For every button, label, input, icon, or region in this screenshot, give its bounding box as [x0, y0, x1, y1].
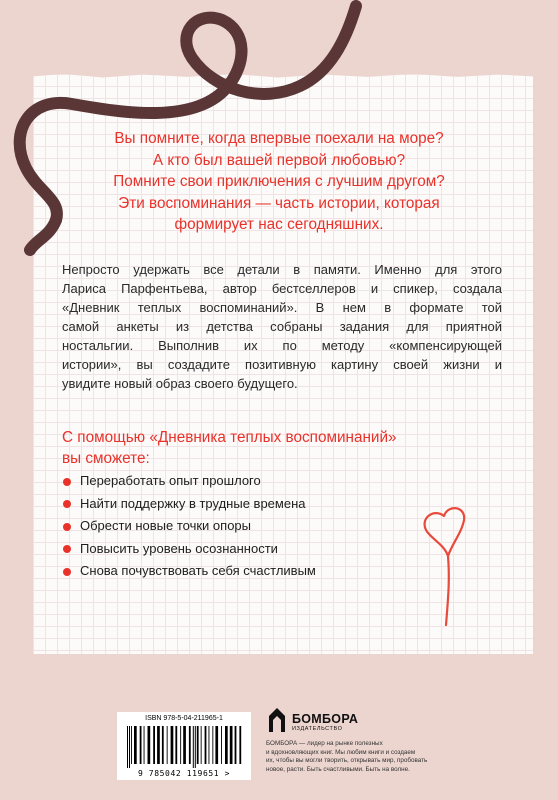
barcode-bar: [157, 726, 160, 764]
barcode-bar: [144, 726, 145, 764]
list-item-text: Снова почувствовать себя счастливым: [80, 563, 316, 578]
list-item: [62, 515, 502, 538]
barcode-bar: [197, 726, 199, 764]
barcode-bar: [134, 726, 137, 764]
barcode-bar: [140, 726, 142, 764]
list-item-text: Повысить уровень осознанности: [80, 540, 278, 556]
publisher-name: БОМБОРА: [292, 712, 359, 726]
barcode-bar: [235, 726, 237, 764]
paragraph-line: Лариса Парфентьева, автор бестселлеров и спикер, создала: [62, 281, 502, 296]
list-item: [62, 560, 502, 583]
barcode-digits: 9 785042 119651 >: [137, 769, 231, 778]
benefits-heading: [62, 427, 482, 469]
barcode-bar: [131, 726, 132, 764]
isbn-label: ISBN 978-5-04-211965-1: [145, 715, 223, 722]
publisher-logo: [266, 706, 446, 734]
publisher-line: БОМБОРА — лидер на рынке полезных: [266, 740, 383, 747]
barcode-bar: [183, 726, 186, 764]
paragraph-line: самой анкеты из детства собраны задания для приятной: [62, 319, 502, 334]
bullet-dot-icon: [63, 478, 71, 486]
barcode-bar: [162, 726, 164, 764]
barcode-bar: [239, 726, 241, 764]
barcode-bar: [225, 726, 228, 764]
barcode-bar: [129, 726, 130, 768]
barcode-bar: [212, 726, 213, 764]
bullet-dot-icon: [63, 500, 71, 508]
barcode-bar: [215, 726, 218, 764]
list-item: [62, 493, 502, 516]
heading-line: вы сможете:: [62, 450, 150, 467]
bullet-dot-icon: [63, 523, 71, 531]
bombora-logo-icon: [266, 706, 288, 734]
intro-line: Помните свои приключения с лучшим другом?: [113, 173, 445, 190]
barcode-panel: [117, 712, 251, 780]
intro-line: Эти воспоминания — часть истории, которая: [118, 194, 440, 212]
barcode-bar: [205, 726, 207, 764]
barcode-bar: [148, 726, 151, 764]
paragraph-line: увидите новый образ своего будущего.: [62, 376, 298, 391]
publisher-subtitle: ИЗДАТЕЛЬСТВО: [292, 726, 343, 732]
publisher-line: и вдохновляющих книг. Мы любим книги и создаем: [266, 748, 416, 756]
barcode-bar: [127, 726, 128, 768]
publisher-line: новое, расти. Быть счастливыми. Быть на волне.: [266, 765, 410, 773]
barcode-bar: [230, 726, 233, 764]
barcode-bar: [209, 726, 210, 764]
heading-line: С помощью «Дневника теплых воспоминаний»: [62, 429, 397, 446]
barcode-bar: [171, 726, 174, 764]
barcode: [125, 726, 243, 768]
list-item: [62, 538, 502, 561]
intro-questions: [0, 128, 558, 236]
bullet-dot-icon: [63, 568, 71, 576]
list-item-text: Обрести новые точки опоры: [80, 518, 252, 533]
publisher-description: [266, 740, 441, 774]
intro-line: Вы помните, когда впервые поехали на море?: [114, 130, 444, 147]
barcode-bar: [193, 726, 194, 768]
barcode-bar: [189, 726, 191, 764]
list-item-text: Найти поддержку в трудные времена: [80, 495, 306, 511]
intro-line: А кто был вашей первой любовью?: [152, 151, 406, 169]
publisher-line: их, чтобы вы могли творить, открывать мир, пробовать: [266, 757, 428, 765]
barcode-bar: [195, 726, 196, 768]
description-paragraph: [62, 260, 502, 393]
barcode-bar: [221, 726, 222, 764]
barcode-bar: [175, 726, 177, 764]
list-item-text: Переработать опыт прошлого: [80, 473, 261, 488]
paragraph-line: истории», вы создадите позитивную картину своей жизни и: [62, 357, 502, 372]
list-item: [62, 470, 502, 493]
barcode-bar: [201, 726, 202, 764]
intro-line: формирует нас сегодняшних.: [174, 216, 384, 233]
barcode-bar: [180, 726, 181, 764]
paragraph-line: «Дневник теплых воспоминаний». В нем в формате той: [62, 300, 502, 315]
paragraph-line: Непросто удержать все детали в памяти. Именно для этого: [62, 262, 502, 277]
paragraph-line: ностальгии. Выполнив их по методу «компенсирующей: [62, 338, 502, 353]
bullet-dot-icon: [63, 545, 71, 553]
barcode-bar: [153, 726, 155, 764]
barcode-bar: [167, 726, 168, 764]
benefits-list: [62, 470, 502, 583]
